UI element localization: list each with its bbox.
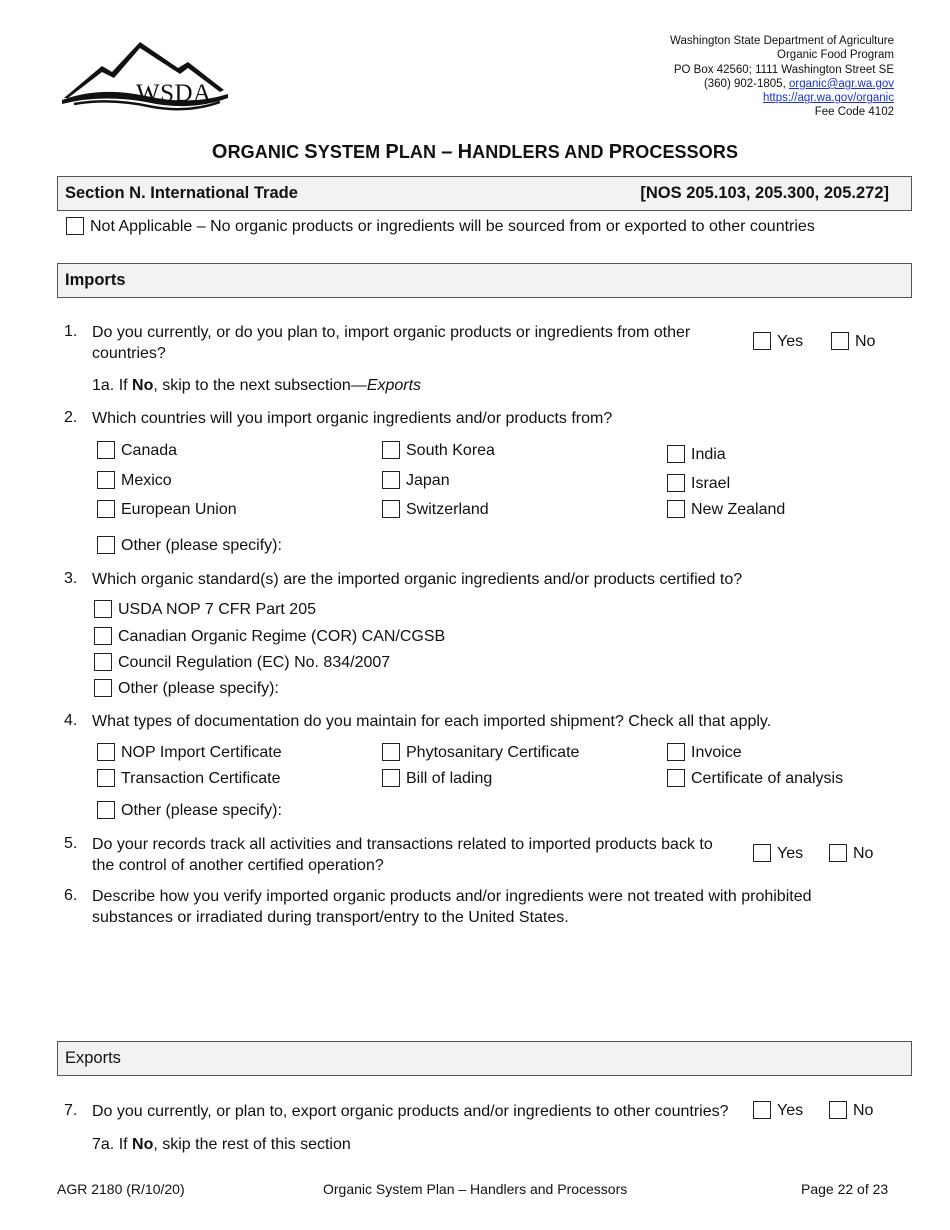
q2-text: Which countries will you import organic ingredients and/or products from? (92, 410, 613, 427)
yes-label: Yes (777, 1102, 804, 1119)
q5-yes-option (753, 844, 803, 864)
imports-heading: Imports (65, 271, 126, 289)
doc-option-transaction (97, 769, 280, 789)
usda-checkbox[interactable] (94, 600, 112, 618)
standard-option-other (94, 679, 279, 699)
option-label: European Union (121, 501, 237, 518)
q7-no-option (829, 1101, 873, 1121)
no-label: No (853, 1102, 874, 1119)
q6-number: 6. (64, 887, 78, 904)
q5-number: 5. (64, 835, 78, 852)
coa-checkbox[interactable] (667, 769, 685, 787)
no-label: No (855, 333, 876, 350)
country-option-new-zealand (667, 500, 785, 520)
q1-text: Do you currently, or do you plan to, import organic products or ingredients from other countries? (92, 324, 691, 362)
nop-cert-checkbox[interactable] (97, 743, 115, 761)
q7-number: 7. (64, 1102, 78, 1119)
bill-of-lading-checkbox[interactable] (382, 769, 400, 787)
doc-option-nop (97, 743, 282, 763)
japan-checkbox[interactable] (382, 471, 400, 489)
eu-checkbox[interactable] (97, 500, 115, 518)
israel-checkbox[interactable] (667, 474, 685, 492)
option-label: India (691, 446, 726, 463)
section-reference: [NOS 205.103, 205.300, 205.272] (640, 184, 889, 202)
option-label: South Korea (406, 442, 495, 459)
india-checkbox[interactable] (667, 445, 685, 463)
address-line: Washington State Department of Agriculture (670, 35, 894, 47)
not-applicable-label: Not Applicable – No organic products or ingredients will be sourced from or exported to other countries (90, 218, 815, 235)
exports-header (57, 1041, 912, 1076)
address-line: PO Box 42560; 1111 Washington Street SE (673, 63, 894, 76)
canada-checkbox[interactable] (97, 441, 115, 459)
page-number: Page 22 of 23 (801, 1181, 889, 1197)
q1-yes-checkbox[interactable] (753, 332, 771, 350)
agency-address (670, 34, 894, 120)
option-label: USDA NOP 7 CFR Part 205 (118, 601, 316, 618)
q4-number: 4. (64, 712, 78, 729)
option-label: New Zealand (691, 501, 786, 518)
south-korea-checkbox[interactable] (382, 441, 400, 459)
q1-no-checkbox[interactable] (831, 332, 849, 350)
country-option-canada (97, 441, 177, 461)
website-link[interactable]: https://agr.wa.gov/organic (762, 92, 894, 105)
option-label: Mexico (121, 472, 172, 489)
country-option-switzerland (382, 500, 489, 520)
page-title: ORGANIC SYSTEM PLAN – HANDLERS AND PROCESSORS (211, 141, 739, 163)
q4-text: What types of documentation do you maintain for each imported shipment? Check all that apply. (92, 713, 772, 730)
q6-answer-area[interactable] (92, 930, 902, 1030)
q5-no-option (829, 844, 873, 864)
q7-yes-checkbox[interactable] (753, 1101, 771, 1119)
country-option-eu (97, 500, 237, 520)
q7a-instruction: 7a. If No, skip the rest of this section (92, 1136, 351, 1153)
q3-number: 3. (64, 570, 78, 587)
country-option-mexico (97, 471, 172, 491)
wsda-logo (60, 38, 232, 114)
option-label: Japan (406, 472, 450, 489)
not-applicable-option (66, 217, 815, 237)
address-line: Organic Food Program (777, 49, 894, 62)
form-id: AGR 2180 (R/10/20) (57, 1181, 185, 1197)
q7-no-checkbox[interactable] (829, 1101, 847, 1119)
cor-checkbox[interactable] (94, 627, 112, 645)
standard-option-ec (94, 653, 390, 673)
section-header (57, 176, 912, 211)
invoice-checkbox[interactable] (667, 743, 685, 761)
other-standard-checkbox[interactable] (94, 679, 112, 697)
phyto-cert-checkbox[interactable] (382, 743, 400, 761)
country-option-other (97, 536, 282, 556)
q1-yes-option (753, 332, 803, 352)
option-label: Other (please specify): (121, 537, 282, 554)
country-option-japan (382, 471, 450, 491)
q1-no-option (831, 332, 875, 352)
fee-code: Fee Code 4102 (814, 106, 894, 119)
q6-text: Describe how you verify imported organic products and/or ingredients were not treated with prohibited substances or irradiated during transport/entry to the United States. (92, 888, 812, 926)
option-label: Invoice (691, 744, 742, 761)
q2-number: 2. (64, 409, 78, 426)
q1a-instruction: 1a. If No, skip to the next subsection—Exports (92, 377, 422, 394)
country-option-south-korea (382, 441, 495, 461)
q3-text: Which organic standard(s) are the imported organic ingredients and/or products certified to? (92, 571, 743, 588)
option-label: Canadian Organic Regime (COR) CAN/CGSB (118, 628, 446, 645)
doc-option-invoice (667, 743, 742, 763)
country-option-india (667, 445, 726, 465)
q7-yes-option (753, 1101, 803, 1121)
doc-option-bill (382, 769, 492, 789)
standard-option-usda (94, 600, 316, 620)
logo-text: WSDA (136, 80, 212, 107)
not-applicable-checkbox[interactable] (66, 217, 84, 235)
exports-heading: Exports (65, 1049, 121, 1067)
option-label: Council Regulation (EC) No. 834/2007 (118, 654, 391, 671)
option-label: Phytosanitary Certificate (406, 744, 580, 761)
q1-number: 1. (64, 323, 78, 340)
standard-option-cor (94, 627, 445, 647)
other-doc-checkbox[interactable] (97, 801, 115, 819)
contact-line (670, 77, 894, 91)
option-label: Other (please specify): (121, 802, 282, 819)
ec-checkbox[interactable] (94, 653, 112, 671)
yes-label: Yes (777, 333, 804, 350)
new-zealand-checkbox[interactable] (667, 500, 685, 518)
doc-option-phyto (382, 743, 579, 763)
q5-no-checkbox[interactable] (829, 844, 847, 862)
section-title: Section N. International Trade (65, 184, 298, 202)
other-country-checkbox[interactable] (97, 536, 115, 554)
q7-text: Do you currently, or plan to, export organic products and/or ingredients to other countries? (92, 1103, 729, 1120)
option-label: Transaction Certificate (121, 770, 281, 787)
switzerland-checkbox[interactable] (382, 500, 400, 518)
option-label: Canada (121, 442, 178, 459)
country-option-israel (667, 474, 730, 494)
option-label: Bill of lading (406, 770, 493, 787)
mexico-checkbox[interactable] (97, 471, 115, 489)
option-label: NOP Import Certificate (121, 744, 282, 761)
footer-title: Organic System Plan – Handlers and Processors (323, 1181, 628, 1197)
transaction-cert-checkbox[interactable] (97, 769, 115, 787)
email-link[interactable]: organic@agr.wa.gov (788, 77, 894, 90)
phone: (360) 902-1805, (703, 77, 789, 90)
doc-option-other (97, 801, 282, 821)
q5-yes-checkbox[interactable] (753, 844, 771, 862)
option-label: Certificate of analysis (691, 770, 844, 787)
imports-header (57, 263, 912, 298)
option-label: Switzerland (406, 501, 489, 518)
option-label: Other (please specify): (118, 680, 279, 697)
q5-text: Do your records track all activities and transactions related to imported products back to the control of another certified operation? (92, 836, 713, 874)
option-label: Israel (691, 475, 731, 492)
yes-label: Yes (777, 845, 804, 862)
doc-option-coa (667, 769, 843, 789)
no-label: No (853, 845, 874, 862)
